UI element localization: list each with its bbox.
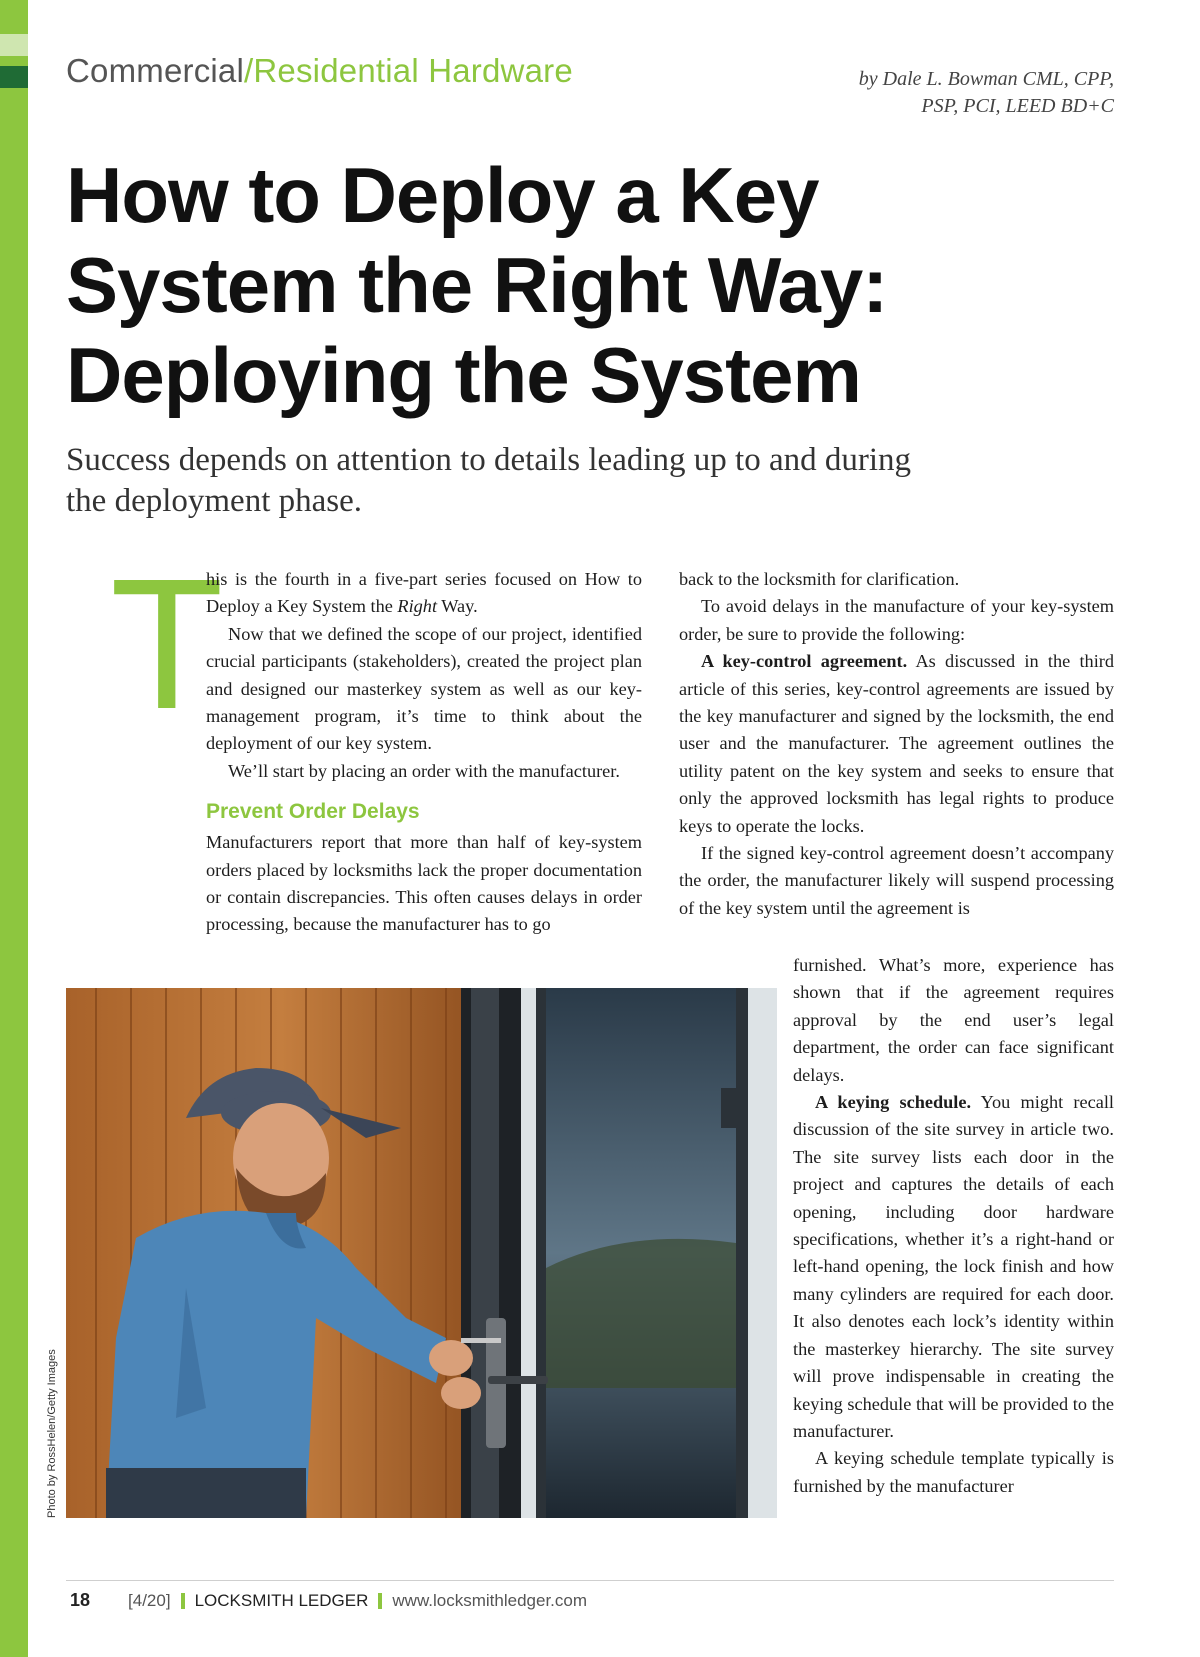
magazine-name: LOCKSMITH LEDGER <box>194 1590 369 1610</box>
footer-separator <box>181 1593 185 1609</box>
paragraph: To avoid delays in the manufacture of your key-system order, be sure to provide the following: <box>679 596 1114 644</box>
byline-line-1: by Dale L. Bowman CML, CPP, <box>858 68 1114 90</box>
paragraph: Now that we defined the scope of our project, identified crucial participants (stakeholders), created the project plan and designed our masterkey system as well as our key-management program, it’s time to think about the deployment of our key system. <box>206 623 642 754</box>
paragraph: We’ll start by placing an order with the manufacturer. <box>228 760 620 781</box>
page-footer <box>70 1590 587 1611</box>
page-number: 18 <box>70 1590 91 1610</box>
footer-separator <box>378 1593 382 1609</box>
drop-cap: T <box>110 541 224 748</box>
footer-divider <box>66 1580 1114 1581</box>
article-title: How to Deploy a Key System the Right Way: Deploying the System <box>66 151 888 419</box>
paragraph-intro: his is the fourth in a five-part series focused on How to Deploy a Key System the Right Way. <box>206 569 642 617</box>
paragraph: furnished. What’s more, experience has shown that if the agreement requires approval by the end user’s legal department, the order can face significant delays. <box>793 955 1114 1085</box>
section-heading-residential: /Residential Hardware <box>244 52 573 89</box>
locksmith-photo-illustration <box>66 988 777 1518</box>
paragraph: back to the locksmith for clarification. <box>679 569 960 589</box>
subhead-prevent-order-delays: Prevent Order Delays <box>206 800 420 824</box>
photo-credit: Photo by RossHelen/Getty Images <box>46 1349 58 1518</box>
paragraph: If the signed key-control agreement doesn’t accompany the order, the manufacturer likely will suspend processing of the key system until the agreement is <box>679 843 1114 918</box>
paragraph-key-control: A key-control agreement. As discussed in the third article of this series, key-control agreements are issued by the key manufacturer and signed by the locksmith, the end user and the manufacturer. The agreement outlines the utility patent on the key system and seeks to ensure that only the approved locksmith has legal rights to produce keys to operate the locks. <box>679 651 1115 836</box>
paragraph-keying-schedule: A keying schedule. You might recall discussion of the site survey in article two. The site survey lists each door in the project and captures the details of each opening, including door hardware specifications, whether it’s a right-hand or left-hand opening, the lock finish and how many cylinders are required for each door. It also denotes each lock’s identity within the masterkey hierarchy. The site survey will prove indispensable in creating the keying schedule that will be provided to the manufacturer. <box>793 1092 1114 1441</box>
body-column-3 <box>793 952 1114 1500</box>
body-column-2 <box>679 566 1114 922</box>
issue-date: [4/20] <box>128 1590 171 1610</box>
article-photo <box>66 988 777 1518</box>
side-accent-bar <box>0 0 28 1657</box>
website-link[interactable]: www.locksmithledger.com <box>392 1590 588 1610</box>
paragraph: A keying schedule template typically is furnished by the manufacturer <box>793 1448 1114 1496</box>
byline-line-2: PSP, PCI, LEED BD+C <box>921 95 1114 117</box>
section-heading-commercial: Commercial <box>66 52 245 89</box>
article-dek: Success depends on attention to details leading up to and during the deployment phase. <box>66 442 911 519</box>
byline <box>754 66 1114 120</box>
section-heading <box>66 52 573 90</box>
body-column-1 <box>206 566 642 939</box>
paragraph: Manufacturers report that more than half of key-system orders placed by locksmiths lack the proper documentation or contain discrepancies. This often causes delays in order processing, because the manufacturer has to go <box>206 832 642 935</box>
side-tab-dark <box>0 66 28 88</box>
side-tab-light <box>0 34 28 56</box>
